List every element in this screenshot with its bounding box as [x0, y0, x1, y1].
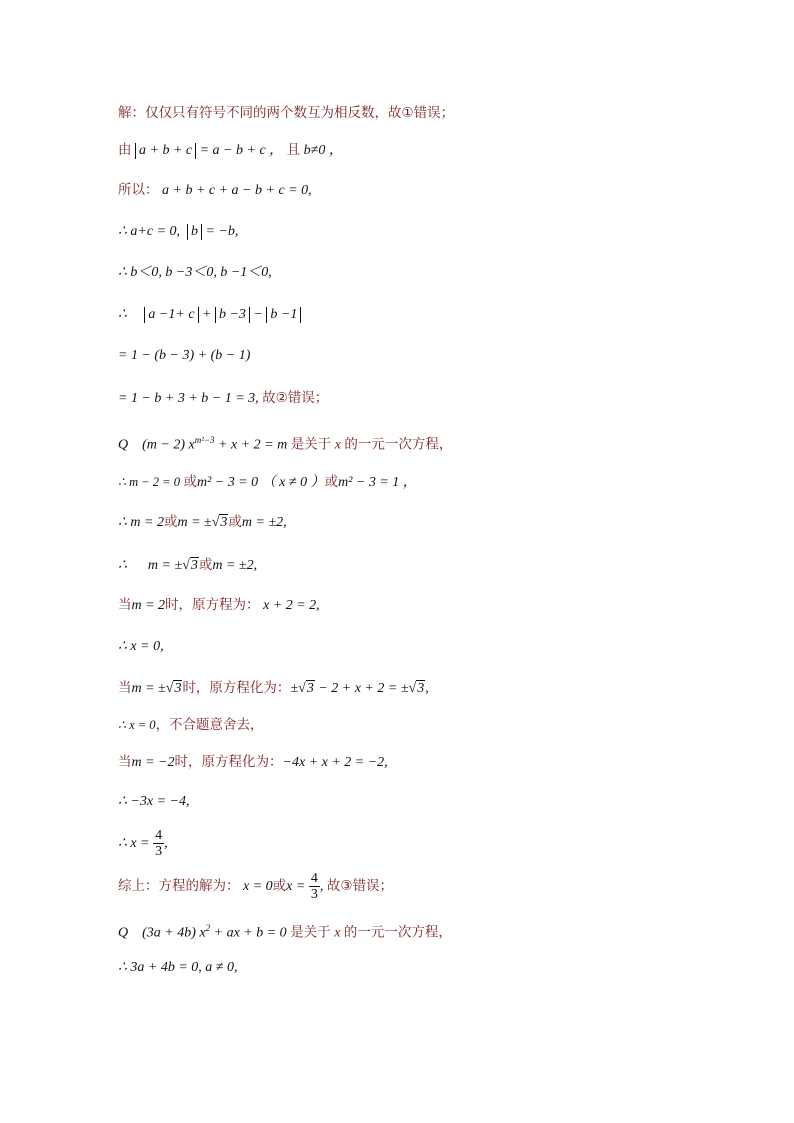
text: 或	[163, 514, 178, 530]
therefore-symbol: ∴	[118, 224, 131, 239]
abs-expression: b	[187, 224, 202, 240]
line-20	[118, 868, 393, 905]
line-2	[118, 140, 343, 161]
math: ∴ x = 0,	[118, 639, 164, 654]
math: m² − 3 = 0	[196, 475, 259, 490]
math: ∴ x = 0	[118, 718, 156, 732]
math: = −b,	[205, 224, 239, 239]
math: a + b + c + a − b + c = 0,	[162, 183, 312, 198]
math: x =	[286, 879, 306, 894]
numerator: 4	[310, 871, 318, 887]
numerator: 4	[155, 828, 163, 844]
sqrt-icon: √	[182, 558, 190, 573]
math: −4x + x + 2 = −2,	[282, 755, 388, 770]
math: − 2 + x + 2 = ±	[314, 681, 409, 696]
denominator: 3	[155, 844, 163, 860]
math: = 1 − b + 3 + b − 1 = 3,	[118, 391, 259, 406]
text: 当	[118, 597, 132, 613]
text: 是关于	[290, 436, 332, 453]
radicand: 3	[417, 681, 425, 696]
text: 的一元一次方程，	[343, 924, 452, 941]
math: m = 2	[131, 598, 166, 613]
line-8	[118, 388, 328, 409]
math: x + 2 = 2,	[263, 598, 320, 613]
variable: x	[331, 437, 345, 453]
line-3	[118, 180, 312, 201]
abs-expression: a + b + c	[135, 143, 196, 159]
solution-intro: 解：仅仅只有符号不同的两个数互为相反数，故①错误；	[118, 105, 455, 121]
math: +	[198, 307, 215, 322]
text: 是关于	[290, 924, 331, 941]
line-5	[118, 263, 272, 283]
line-6	[118, 305, 301, 325]
math: a+c = 0,	[130, 224, 181, 239]
line-12	[118, 555, 257, 576]
math: ∴ −3x = −4,	[118, 794, 190, 809]
math: ∴ x =	[118, 836, 150, 851]
math: = a − b + c ，	[199, 143, 284, 158]
text: 或	[272, 878, 287, 894]
math: ,	[425, 681, 429, 696]
exponent: m²−3	[194, 435, 215, 445]
exponent: 2	[205, 923, 211, 933]
math: ∴ 3a + 4b = 0, a ≠ 0,	[118, 960, 238, 975]
radicand: 3	[174, 681, 182, 696]
text: 由	[118, 142, 132, 158]
line-16	[118, 715, 264, 736]
line-7	[118, 346, 250, 366]
radicand: 3	[220, 515, 228, 530]
text: 所以：	[118, 182, 159, 198]
line-9	[118, 430, 452, 456]
line-17	[118, 752, 388, 773]
line-1	[118, 103, 454, 124]
math: m = ±	[177, 515, 212, 530]
sqrt-icon: √	[211, 515, 220, 530]
therefore-symbol: ∴	[118, 307, 127, 322]
text: 且	[286, 142, 301, 158]
line-11	[118, 512, 287, 533]
text: 当	[118, 754, 132, 770]
line-18	[118, 792, 189, 812]
text: 或	[324, 474, 339, 490]
math: m = ±2,	[241, 515, 287, 530]
math: （ x ≠ 0 ）	[261, 475, 325, 490]
text: 故③错误；	[326, 878, 393, 894]
text: 时，原方程化为：	[174, 754, 283, 770]
math: m = ±2,	[212, 558, 258, 573]
line-4	[118, 222, 238, 242]
sqrt-icon: √	[408, 681, 417, 696]
math: ∴ m = 2	[118, 515, 164, 530]
math: x = 0	[243, 879, 273, 894]
math: (3a + 4b) x	[142, 925, 206, 941]
line-14	[118, 637, 164, 657]
since-symbol: Q	[118, 437, 129, 453]
text: 当	[118, 680, 132, 696]
math: + ax + b = 0	[210, 925, 287, 941]
abs-expression: b −1	[266, 307, 301, 323]
math: ∴ m − 2 = 0	[118, 475, 180, 489]
math: ,	[319, 879, 324, 894]
math: m = −2	[131, 755, 175, 770]
math: ,	[164, 836, 168, 851]
math: + x + 2 = m	[214, 437, 288, 453]
text: 综上：方程的解为：	[118, 878, 240, 894]
math: = 1 − (b − 3) + (b − 1)	[118, 348, 251, 363]
text: 时，原方程为：	[165, 597, 260, 613]
abs-expression: a −1+ c	[144, 307, 198, 323]
math: m = ±	[131, 681, 166, 696]
radicand: 3	[190, 558, 198, 573]
line-13	[118, 595, 320, 616]
text: 时，原方程化为：	[182, 680, 291, 696]
line-15	[118, 678, 429, 699]
line-19	[118, 826, 168, 862]
line-22	[118, 958, 238, 978]
denominator: 3	[310, 887, 318, 903]
math: (m − 2) x	[142, 437, 195, 453]
math: ∴ b＜0, b −3＜0, b −1＜0,	[118, 265, 272, 280]
sqrt-icon: √	[298, 681, 306, 696]
math: m = ±	[147, 558, 183, 573]
line-21	[118, 918, 452, 944]
text: ，不合题意舍去，	[155, 717, 264, 733]
text: 或	[228, 514, 242, 530]
radicand: 3	[306, 681, 314, 696]
fraction	[153, 828, 164, 859]
text: 的一元一次方程，	[344, 436, 453, 453]
math: b≠0 ，	[303, 143, 343, 158]
text: 或	[183, 474, 197, 490]
abs-expression: b −3	[215, 307, 250, 323]
therefore-symbol: ∴	[118, 558, 127, 573]
text: 故②错误；	[262, 390, 329, 406]
fraction	[309, 871, 320, 902]
line-10	[118, 472, 417, 493]
variable: x	[330, 925, 344, 941]
math: m² − 3 = 1 ，	[338, 475, 417, 490]
math: −	[249, 307, 267, 322]
since-symbol: Q	[118, 925, 129, 941]
math: ±	[290, 681, 299, 696]
text: 或	[198, 557, 213, 573]
sqrt-icon: √	[165, 681, 174, 696]
